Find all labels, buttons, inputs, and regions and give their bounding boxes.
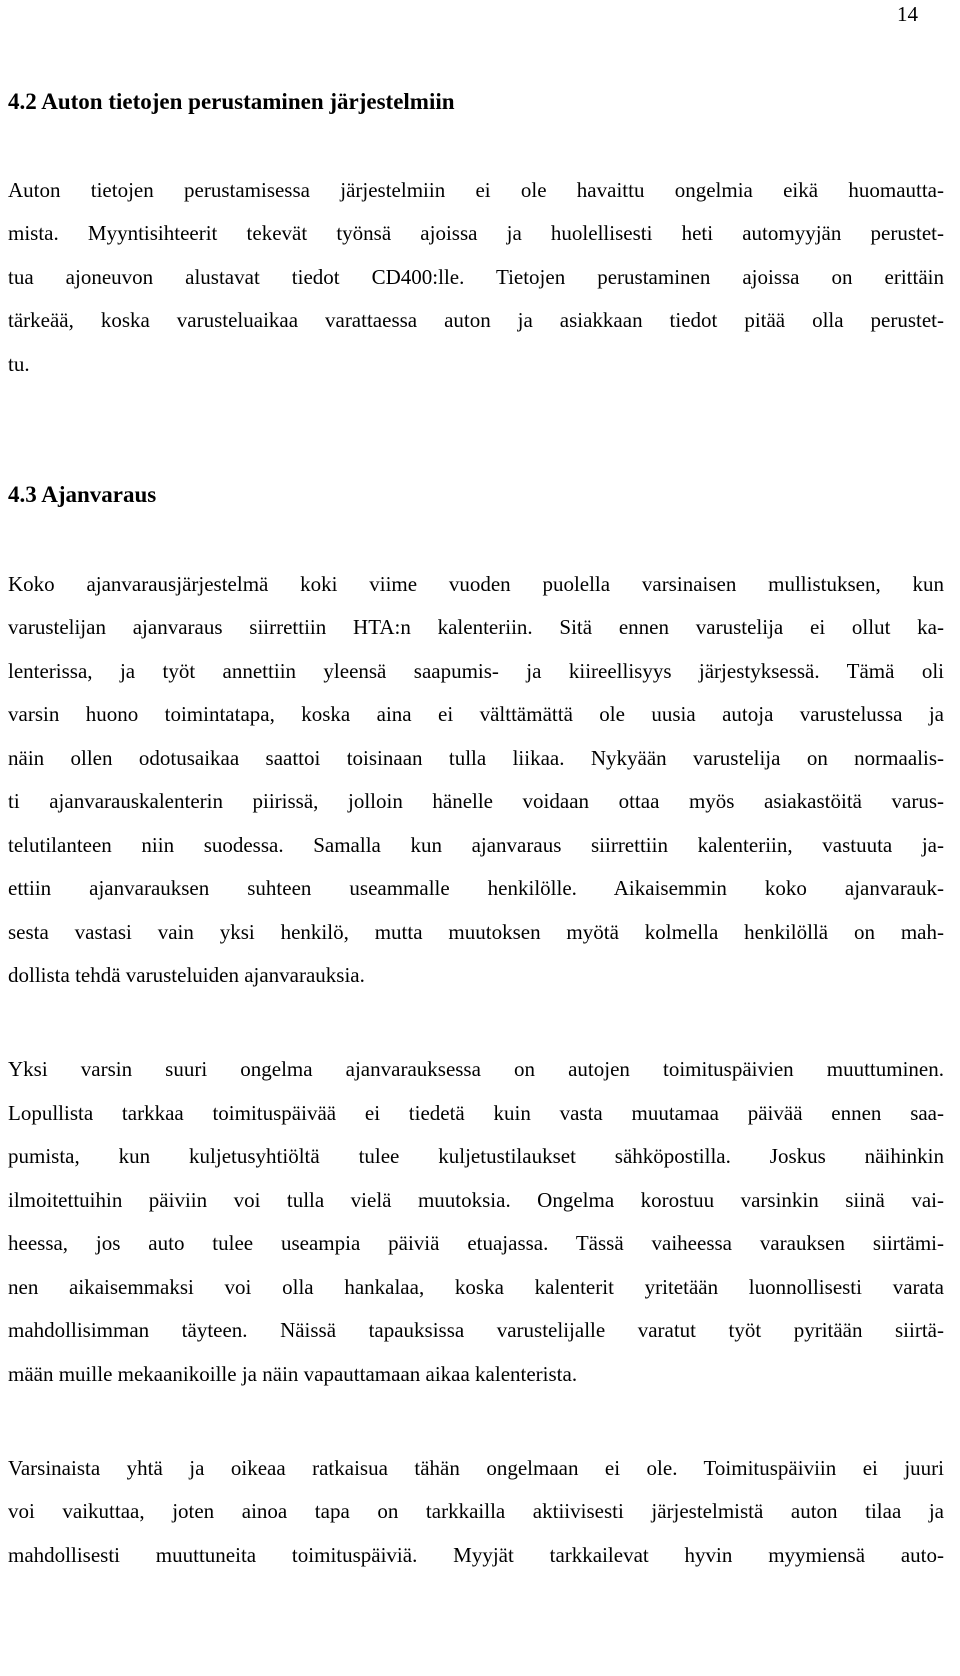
text-line: sesta vastasi vain yksi henkilö, mutta muutoksen myötä kolmella henkilöllä on mah- <box>8 920 944 944</box>
text-line: nen aikaisemmaksi voi olla hankalaa, koska kalenterit yritetään luonnollisesti varata <box>8 1275 944 1299</box>
text-line: telutilanteen niin suodessa. Samalla kun ajanvaraus siirrettiin kalenteriin, vastuuta ja- <box>8 833 944 857</box>
text-line: voi vaikuttaa, joten ainoa tapa on tarkkailla aktiivisesti järjestelmistä auton tilaa ja <box>8 1499 944 1523</box>
text-line: mahdollisimman täyteen. Näissä tapauksissa varustelijalle varatut työt pyritään siirtä- <box>8 1318 944 1342</box>
text-line: tärkeää, koska varusteluaikaa varattaessa auton ja asiakkaan tiedot pitää olla perustet- <box>8 308 944 332</box>
text-line: ti ajanvarauskalenterin piirissä, jolloin hänelle voidaan ottaa myös asiakastöitä varus- <box>8 789 944 813</box>
text-line: dollista tehdä varusteluiden ajanvarauksia. <box>8 963 365 987</box>
text-line: ilmoitettuihin päiviin voi tulla vielä muutoksia. Ongelma korostuu varsinkin siinä vai- <box>8 1188 944 1212</box>
text-line: Varsinaista yhtä ja oikeaa ratkaisua tähän ongelmaan ei ole. Toimituspäiviin ei juuri <box>8 1456 944 1480</box>
text-line: varustelijan ajanvaraus siirrettiin HTA:n kalenteriin. Sitä ennen varustelija ei ollut ka- <box>8 615 944 639</box>
text-line: ettiin ajanvarauksen suhteen useammalle henkilölle. Aikaisemmin koko ajanvarauk- <box>8 876 944 900</box>
text-line: mista. Myyntisihteerit tekevät työnsä ajoissa ja huolellisesti heti automyyjän perustet- <box>8 221 944 245</box>
text-line: Lopullista tarkkaa toimituspäivää ei tiedetä kuin vasta muutamaa päivää ennen saa- <box>8 1101 944 1125</box>
text-line: mään muille mekaanikoille ja näin vapauttamaan aikaa kalenterista. <box>8 1362 578 1386</box>
text-line: tua ajoneuvon alustavat tiedot CD400:lle. Tietojen perustaminen ajoissa on erittäin <box>8 265 944 289</box>
text-line: mahdollisesti muuttuneita toimituspäiviä. Myyjät tarkkailevat hyvin myymiensä auto- <box>8 1543 944 1567</box>
text-line: heessa, jos auto tulee useampia päiviä etuajassa. Tässä vaiheessa varauksen siirtämi- <box>8 1231 944 1255</box>
text-line: Koko ajanvarausjärjestelmä koki viime vuoden puolella varsinaisen mullistuksen, kun <box>8 572 944 596</box>
text-line: pumista, kun kuljetusyhtiöltä tulee kuljetustilaukset sähköpostilla. Joskus näihinkin <box>8 1144 944 1168</box>
text-line: Yksi varsin suuri ongelma ajanvarauksessa on autojen toimituspäivien muuttuminen. <box>8 1057 944 1081</box>
text-line: Auton tietojen perustamisessa järjestelmiin ei ole havaittu ongelmia eikä huomautta- <box>8 178 944 202</box>
section-heading-4-2: 4.2 Auton tietojen perustaminen järjestelmiin <box>8 89 455 114</box>
text-line: varsin huono toimintatapa, koska aina ei välttämättä ole uusia autoja varustelussa ja <box>8 702 944 726</box>
text-line: tu. <box>8 352 30 376</box>
text-line: lenterissa, ja työt annettiin yleensä saapumis- ja kiireellisyys järjestyksessä. Tämä oli <box>8 659 944 683</box>
page-number: 14 <box>897 2 918 26</box>
text-line: näin ollen odotusaikaa saattoi toisinaan tulla liikaa. Nykyään varustelija on normaalis- <box>8 746 944 770</box>
section-heading-4-3: 4.3 Ajanvaraus <box>8 482 157 507</box>
